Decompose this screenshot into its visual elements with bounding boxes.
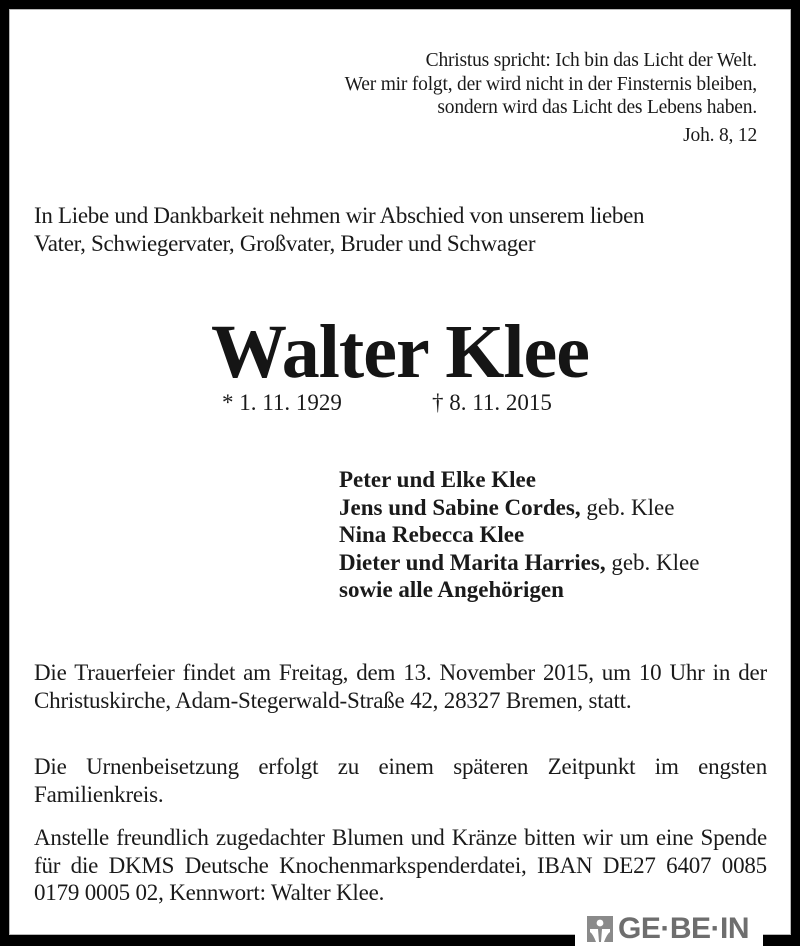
intro-line: Vater, Schwiegervater, Großvater, Bruder und Schwager [34, 231, 536, 256]
deceased-name: Walter Klee [210, 310, 590, 394]
logo-text: GE·BE·IN [618, 912, 749, 945]
mourner-entry [339, 521, 699, 549]
verse-line: Wer mir folgt, der wird nicht in der Finsternis bleiben, [344, 73, 757, 95]
mourner-entry [339, 494, 699, 522]
mourner-names: Peter und Elke Klee [339, 467, 536, 492]
verse-line: sondern wird das Licht des Lebens haben. [437, 97, 757, 118]
mourner-names: Jens und Sabine Cordes, [339, 494, 581, 520]
obituary-notice [9, 9, 791, 935]
intro-line: In Liebe und Dankbarkeit nehmen wir Abschied von unserem lieben [34, 203, 645, 228]
birth-date: * 1. 11. 1929 [222, 390, 342, 415]
verse-reference: Joh. 8, 12 [683, 124, 757, 146]
mourner-names: Nina Rebecca Klee [339, 522, 525, 547]
intro-text [34, 202, 644, 258]
urn-burial-info: Die Urnenbeisetzung erfolgt zu einem späteren Zeitpunkt im engsten Familienkreis. [34, 754, 767, 807]
mourner-entry [339, 549, 699, 577]
death-date: † 8. 11. 2015 [432, 390, 552, 415]
mourner-suffix: geb. Klee [605, 549, 700, 575]
bible-verse [345, 49, 757, 147]
gebein-logo [583, 912, 753, 946]
mourner-names: sowie alle Angehörigen [339, 577, 564, 602]
gebein-figure-icon [587, 916, 613, 942]
mourners-list [339, 466, 699, 604]
mourner-entry [339, 466, 699, 494]
funeral-service-info: Die Trauerfeier findet am Freitag, dem 13. November 2015, um 10 Uhr in der Christuskirche, Adam-Stegerwald-Straße 42, 28327 Bremen, statt. [34, 660, 767, 713]
mourner-entry [339, 576, 699, 604]
verse-line: Christus spricht: Ich bin das Licht der Welt. [425, 50, 757, 71]
donation-request: Anstelle freundlich zugedachter Blumen und Kränze bitten wir um eine Spende für die DKMS Deutsche Knochenmarkspenderdatei, IBAN DE27 6407 0085 0179 0005 02, Kennwort: Walter Klee. [34, 825, 767, 905]
mourner-names: Dieter und Marita Harries, [339, 549, 606, 575]
mourner-suffix: geb. Klee [580, 494, 675, 520]
